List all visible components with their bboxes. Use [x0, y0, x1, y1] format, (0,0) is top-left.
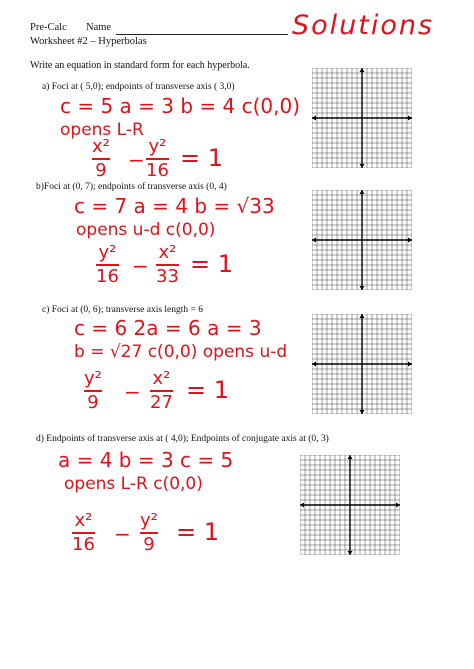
numerator: x² [158, 242, 177, 263]
problem-b-frac2 [156, 244, 179, 286]
axis-arrowhead [300, 503, 304, 508]
axis-arrowhead [312, 362, 316, 367]
numerator: x² [152, 368, 171, 389]
numerator: y² [148, 136, 167, 157]
axis-arrowhead [360, 68, 365, 72]
numerator: y² [98, 242, 117, 263]
problem-c-minus: − [124, 380, 141, 404]
problem-b-frac1 [96, 244, 119, 286]
problem-c-rhs: = 1 [186, 376, 230, 404]
axis-arrowhead [360, 286, 365, 290]
problem-a-frac2 [146, 138, 169, 180]
numerator: x² [74, 510, 93, 531]
denominator: 16 [146, 160, 169, 181]
name-line [116, 34, 288, 35]
axis-arrowhead [348, 455, 353, 459]
axis-arrowhead [360, 410, 365, 414]
coordinate-grid [312, 190, 412, 290]
instructions: Write an equation in standard form for each hyperbola. [30, 60, 250, 71]
problem-d-frac1 [72, 512, 95, 554]
axis-arrowhead [396, 503, 400, 508]
coordinate-grid [312, 314, 412, 414]
problem-a-values: c = 5 a = 3 b = 4 c(0,0) [60, 94, 301, 118]
axis-arrowhead [360, 190, 365, 194]
problem-b-prompt: b)Foci at (0, 7); endpoints of transverse axis (0, 4) [36, 182, 227, 192]
problem-c-prompt: c) Foci at (0, 6); transverse axis length = 6 [42, 305, 204, 315]
problem-a-rhs: = 1 [180, 144, 224, 172]
problem-d-values: a = 4 b = 3 c = 5 [58, 448, 234, 472]
denominator: 27 [150, 392, 173, 413]
axis-arrowhead [312, 238, 316, 243]
problem-b-opens: opens u-d c(0,0) [76, 220, 216, 240]
axis-arrowhead [408, 116, 412, 121]
problem-c-frac2 [150, 370, 173, 412]
coordinate-grid [300, 455, 400, 555]
axis-arrowhead [360, 164, 365, 168]
problem-d-minus: − [114, 522, 131, 546]
problem-d-opens: opens L-R c(0,0) [64, 474, 203, 494]
name-label: Name [86, 22, 112, 33]
problem-b-rhs: = 1 [190, 250, 234, 278]
problem-a-minus: − [128, 148, 145, 172]
worksheet-title: Worksheet #2 – Hyperbolas [30, 36, 147, 47]
problem-c-values: c = 6 2a = 6 a = 3 [74, 316, 262, 340]
problem-c-frac1 [84, 370, 102, 412]
numerator: y² [84, 368, 102, 389]
problem-a-prompt: a) Foci at ( 5,0); endpoints of transverse axis ( 3,0) [42, 82, 235, 92]
problem-a-frac1 [92, 138, 110, 180]
coordinate-grid [312, 68, 412, 168]
problem-d-frac2 [140, 512, 158, 554]
problem-d-rhs: = 1 [176, 518, 220, 546]
denominator: 16 [72, 534, 95, 555]
denominator: 16 [96, 266, 119, 287]
solutions-heading: Solutions [292, 10, 435, 41]
axis-arrowhead [408, 362, 412, 367]
problem-b-minus: − [132, 254, 149, 278]
problem-c-opens: b = √27 c(0,0) opens u-d [74, 342, 288, 362]
numerator: y² [140, 510, 158, 531]
denominator: 33 [156, 266, 179, 287]
denominator: 9 [95, 160, 107, 181]
axis-arrowhead [408, 238, 412, 243]
denominator: 9 [143, 534, 155, 555]
axis-arrowhead [360, 314, 365, 318]
problem-a-opens: opens L-R [60, 120, 144, 140]
problem-b-values: c = 7 a = 4 b = √33 [74, 194, 275, 218]
axis-arrowhead [348, 551, 353, 555]
denominator: 9 [87, 392, 99, 413]
numerator: x² [92, 136, 110, 157]
course-label: Pre-Calc [30, 22, 67, 33]
problem-d-prompt: d) Endpoints of transverse axis at ( 4,0); Endpoints of conjugate axis at (0, 3) [36, 434, 329, 444]
axis-arrowhead [312, 116, 316, 121]
